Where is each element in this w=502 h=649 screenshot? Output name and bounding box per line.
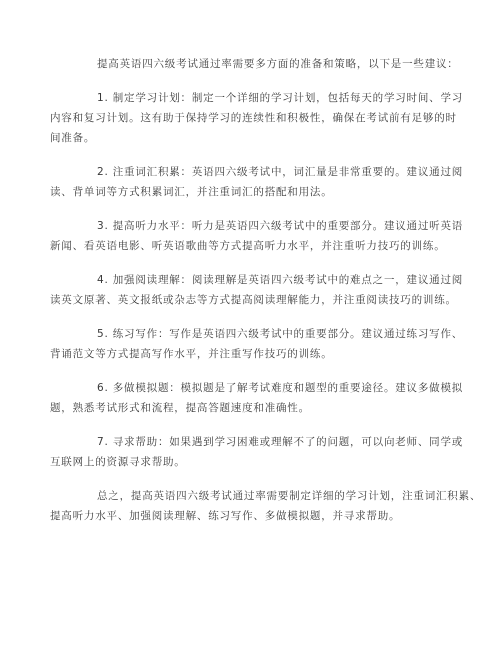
- paragraph-line: 读英文原著、英文报纸或杂志等方式提高阅读理解能力，并注重阅读技巧的训练。: [50, 294, 457, 306]
- paragraph-line: 3. 提高听力水平：听力是英语四六级考试中的重要部分。建议通过听英语: [97, 220, 464, 232]
- tip-3-paragraph: [50, 216, 464, 256]
- paragraph-line: 2. 注重词汇积累：英语四六级考试中，词汇量是非常重要的。建议通过阅: [97, 166, 464, 178]
- summary-paragraph: [50, 486, 482, 526]
- paragraph-line: 提高听力水平、加强阅读理解、练习写作、多做模拟题，并寻求帮助。: [50, 510, 401, 522]
- paragraph-line: 读、背单词等方式积累词汇，并注重词汇的搭配和用法。: [50, 186, 333, 198]
- tip-6-paragraph: [50, 378, 464, 418]
- tip-7-paragraph: [50, 432, 464, 472]
- paragraph-line: 5. 练习写作：写作是英语四六级考试中的重要部分。建议通过练习写作、: [97, 328, 464, 340]
- document-body: [50, 54, 482, 540]
- tip-4-paragraph: [50, 270, 464, 310]
- tip-5-paragraph: [50, 324, 464, 364]
- tip-1-paragraph: [50, 88, 464, 148]
- paragraph-line: 内容和复习计划。这有助于保持学习的连续性和积极性，确保在考试前有足够的时: [50, 112, 457, 124]
- paragraph-line: 6. 多做模拟题：模拟题是了解考试难度和题型的重要途径。建议多做模拟: [97, 382, 464, 394]
- paragraph-line: 背诵范文等方式提高写作水平，并注重写作技巧的训练。: [50, 348, 333, 360]
- paragraph-line: 4. 加强阅读理解：阅读理解是英语四六级考试中的难点之一，建议通过阅: [97, 274, 464, 286]
- paragraph-line: 题，熟悉考试形式和流程，提高答题速度和准确性。: [50, 402, 310, 414]
- paragraph-line: 7. 寻求帮助：如果遇到学习困难或理解不了的问题，可以向老师、同学或: [97, 436, 464, 448]
- paragraph-line: 1. 制定学习计划：制定一个详细的学习计划，包括每天的学习时间、学习: [97, 92, 464, 104]
- paragraph-line: 总之，提高英语四六级考试通过率需要制定详细的学习计划，注重词汇积累、: [97, 490, 482, 502]
- intro-paragraph: [50, 54, 460, 74]
- tip-2-paragraph: [50, 162, 464, 202]
- paragraph-line: 新闻、看英语电影、听英语歌曲等方式提高听力水平，并注重听力技巧的训练。: [50, 240, 446, 252]
- paragraph-line: 互联网上的资源寻求帮助。: [50, 456, 186, 468]
- paragraph-line: 提高英语四六级考试通过率需要多方面的准备和策略，以下是一些建议：: [97, 58, 459, 70]
- paragraph-line: 间准备。: [50, 132, 96, 144]
